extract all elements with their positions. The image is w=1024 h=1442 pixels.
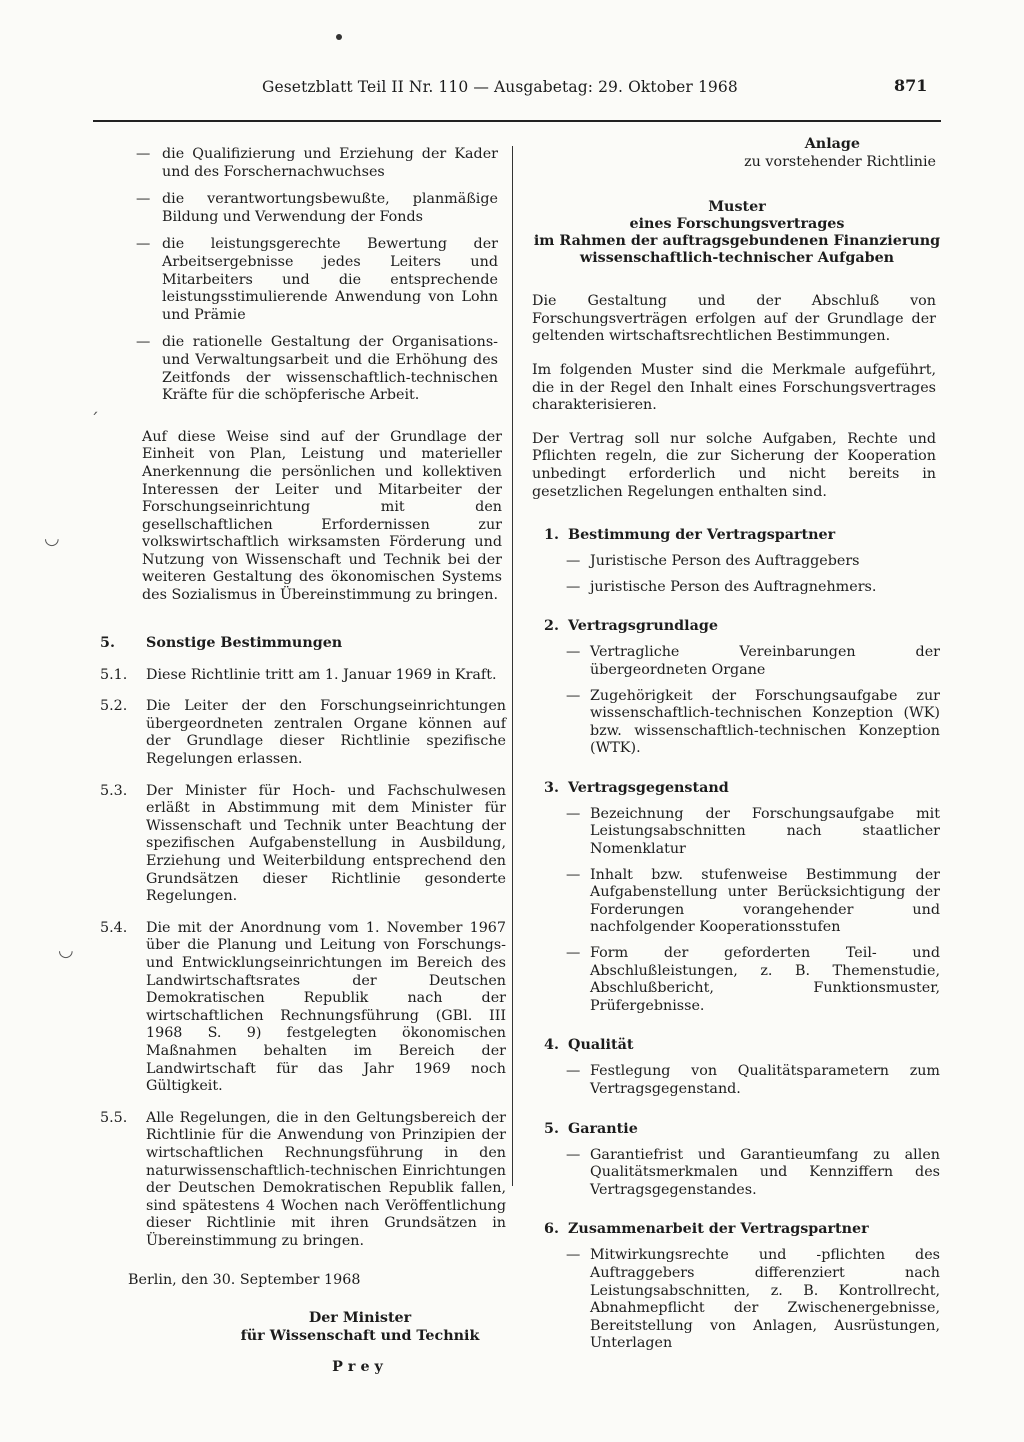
list-item (566, 1147, 942, 1200)
list-item-text: Vertragliche Vereinbarungen der übergeordneten Organe (590, 644, 940, 678)
dash-bullet: — (566, 1063, 581, 1080)
title-line: im Rahmen der auftragsgebundenen Finanzierung (533, 233, 941, 250)
annex-subtitle: zu vorstehender Richtlinie (744, 153, 936, 170)
dash-bullet: — (566, 687, 581, 704)
item-number: 5.2. (100, 698, 128, 715)
contract-section-heading (544, 1037, 942, 1055)
numbered-item (100, 667, 508, 685)
page-number: 871 (894, 76, 928, 95)
dash-bullet: — (136, 334, 151, 351)
section-heading (100, 635, 508, 653)
list-item-text: Inhalt bzw. stufenweise Bestimmung der Aufgabenstellung unter Berücksichtigung der Forderungen vorangehender und nachfolgender Kooperationsstufen (590, 866, 940, 936)
right-column (532, 136, 942, 1353)
dash-bullet: — (566, 945, 581, 962)
dash-bullet: — (566, 1247, 581, 1264)
left-column (100, 146, 508, 1377)
list-item (100, 236, 508, 324)
item-text: Die mit der Anordnung vom 1. November 1967 über die Planung und Leitung von Forschungs- und Entwicklungseinrichtungen im Bereich des Landwirtschaftsrates der Deutschen Demokratischen Republik nach der wirtschaftlichen Rechnungsführung (GBl. III 1968 S. 9) festgelegten ökonomischen Maßnahmen behalten im Bereich der Landwirtschaft für das Jahr 1969 noch Gültigkeit. (146, 919, 506, 1095)
column-divider (512, 146, 513, 1186)
ink-dot (336, 34, 342, 40)
list-item-text: die rationelle Gestaltung der Organisations- und Verwaltungsarbeit und die Erhöhung des Zeitfonds der wissenschaftlich-technischen Kräfte für die schöpferische Arbeit. (162, 334, 498, 404)
item-number: 5.4. (100, 919, 128, 936)
numbered-item (100, 783, 508, 906)
list-item (566, 867, 942, 937)
contract-section-heading (544, 527, 942, 545)
place-date: Berlin, den 30. September 1968 (128, 1272, 361, 1289)
list-item (566, 1063, 942, 1098)
body-paragraph: Auf diese Weise sind auf der Grundlage der Einheit von Plan, Leistung und materieller Anerkennung die persönlichen und kollektiven Interessen der Leiter und Mitarbeiter der Forschungseinrichtung mit den gesellschaftlichen Erfordernissen zur volkswirtschaftlich wirksamsten Förderung und Nutzung von Wissenschaft und Technik bei der weiteren Gestaltung des ökonomischen Systems des Sozialismus in Übereinstimmung zu bringen. (142, 428, 502, 604)
contract-section-heading (544, 780, 942, 798)
list-item-text: Mitwirkungsrechte und -pflichten des Auftraggebers differenziert nach Leistungsabschnitten, z. B. Kontrollrecht, Abnahmepflicht der Zwischenergebnisse, Bereitstellung von Anlagen, Ausrüstungen, Unterlagen (590, 1247, 940, 1352)
list-item (566, 579, 942, 597)
item-text: Alle Regelungen, die in den Geltungsbereich der Richtlinie für die Anwendung von Prinzipien der wirtschaftlichen Rechnungsführung in den naturwissenschaftlich-technischen Einrichtungen der Deutschen Demokratischen Republik fallen, sind spätestens 4 Wochen nach Veröffentlichung dieser Richtlinie mit ihren Grundsätzen in Übereinstimmung zu bringen. (146, 1109, 506, 1249)
section-title: Qualität (568, 1037, 634, 1054)
list-item (100, 146, 508, 181)
list-item-text: die verantwortungsbewußte, planmäßige Bildung und Verwendung der Fonds (162, 191, 498, 225)
dash-bullet: — (136, 236, 151, 253)
item-number: 5.5. (100, 1109, 128, 1126)
section-number: 5. (100, 634, 115, 651)
list-item-text: Garantiefrist und Garantieumfang zu allen Qualitätsmerkmalen und Kennziffern des Vertragsgegenstandes. (590, 1146, 940, 1198)
item-text: Die Leiter der den Forschungseinrichtungen übergeordneten zentralen Organe können auf der Grundlage dieser Richtlinie spezifische Regelungen erlassen. (146, 698, 506, 768)
list-item-text: Form der geforderten Teil- und Abschlußleistungen, z. B. Themenstudie, Abschlußbericht, Funktionsmuster, Prüfergebnisse. (590, 945, 940, 1014)
list-item-text: die Qualifizierung und Erziehung der Kader und des Forschernachwuchses (162, 146, 498, 180)
document-title (532, 199, 942, 267)
dash-bullet: — (566, 553, 581, 570)
margin-mark: ◡ (58, 940, 74, 961)
dash-bullet: — (566, 578, 581, 595)
title-line: eines Forschungsvertrages (629, 216, 845, 233)
list-item-text: Festlegung von Qualitätsparametern zum Vertragsgegenstand. (590, 1063, 940, 1097)
list-item-text: Juristische Person des Auftraggebers (590, 553, 860, 570)
list-item (566, 806, 942, 859)
running-head: Gesetzblatt Teil II Nr. 110 — Ausgabetag: 29. Oktober 1968 (262, 78, 738, 96)
section-title: Vertragsgegenstand (568, 779, 729, 796)
title-line: wissenschaftlich-technischer Aufgaben (579, 250, 895, 267)
list-item (566, 1247, 942, 1353)
margin-mark: ◡ (44, 528, 60, 549)
signature-name: Prey (332, 1359, 388, 1376)
item-text: Diese Richtlinie tritt am 1. Januar 1969 in Kraft. (146, 666, 497, 683)
title-line: Muster (708, 199, 766, 216)
section-number: 3. (544, 779, 559, 796)
list-item (100, 334, 508, 404)
item-number: 5.1. (100, 666, 128, 683)
signature-ministry: für Wissenschaft und Technik (240, 1327, 480, 1344)
section-title: Sonstige Bestimmungen (146, 634, 343, 651)
list-item-text: Zugehörigkeit der Forschungsaufgabe zur wissenschaftlich-technischen Konzeption (WK) bzw. wissenschaftlich-technischen Konzeption (WTK). (590, 687, 940, 757)
section-title: Zusammenarbeit der Vertragspartner (568, 1221, 869, 1238)
dash-bullet: — (566, 866, 581, 883)
item-text: Der Minister für Hoch- und Fachschulwesen erläßt in Abstimmung mit dem Minister für Wissenschaft und Technik unter Beachtung der spezifischen Aufgabenstellung in Ausbildung, Erziehung und Weiterbildung entsprechend den Grundsätzen dieser Richtlinie gesonderte Regelungen. (146, 782, 506, 905)
list-item (566, 688, 942, 758)
section-title: Vertragsgrundlage (568, 618, 718, 635)
section-title: Garantie (568, 1120, 638, 1137)
annex-label: Anlage (804, 136, 860, 152)
dash-bullet: — (566, 805, 581, 822)
contract-section-heading (544, 1121, 942, 1139)
section-number: 4. (544, 1037, 559, 1054)
section-number: 5. (544, 1120, 559, 1137)
margin-mark: ˊ (90, 410, 99, 431)
numbered-item (100, 920, 508, 1096)
section-number: 6. (544, 1221, 559, 1238)
list-item-text: Bezeichnung der Forschungsaufgabe mit Leistungsabschnitten nach staatlicher Nomenklatur (590, 805, 940, 858)
section-number: 1. (544, 527, 559, 544)
dash-bullet: — (136, 146, 151, 162)
section-title: Bestimmung der Vertragspartner (568, 527, 836, 544)
header-rule (93, 120, 941, 122)
dash-bullet: — (136, 191, 151, 208)
numbered-item (100, 698, 508, 768)
contract-section-heading (544, 1221, 942, 1239)
section-number: 2. (544, 618, 559, 635)
body-paragraph: Der Vertrag soll nur solche Aufgaben, Rechte und Pflichten regeln, die zur Sicherung der Kooperation unbedingt erforderlich und nicht bereits in gesetzlichen Regelungen enthalten sind. (532, 430, 936, 500)
list-item (566, 644, 942, 679)
contract-section-heading (544, 618, 942, 636)
list-item (100, 191, 508, 226)
body-paragraph: Im folgenden Muster sind die Merkmale aufgeführt, die in der Regel den Inhalt eines Forschungsvertrages charakterisieren. (532, 361, 936, 414)
dash-bullet: — (566, 1146, 581, 1163)
list-item (566, 553, 942, 571)
dash-bullet: — (566, 644, 581, 661)
signature-title: Der Minister (308, 1310, 412, 1327)
list-item-text: juristische Person des Auftragnehmers. (590, 578, 877, 595)
item-number: 5.3. (100, 782, 128, 799)
numbered-item (100, 1110, 508, 1251)
list-item-text: die leistungsgerechte Bewertung der Arbeitsergebnisse jedes Leiters und Mitarbeiters und die entsprechende leistungsstimulierende Anwendung von Lohn und Prämie (162, 236, 498, 323)
body-paragraph: Die Gestaltung und der Abschluß von Forschungsverträgen erfolgen auf der Grundlage der geltenden wirtschaftsrechtlichen Bestimmungen. (532, 293, 936, 345)
list-item (566, 945, 942, 1015)
